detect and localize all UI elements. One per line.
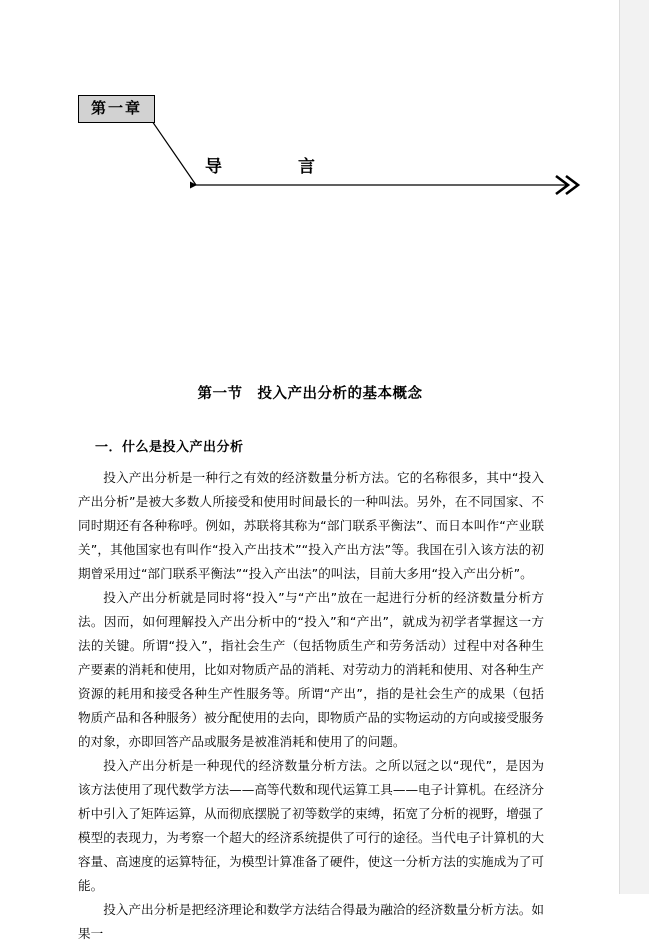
- subsection-title: 一．什么是投入产出分析: [95, 440, 244, 455]
- chapter-number-tag: 第一章: [78, 95, 155, 123]
- chapter-title: 导 言: [205, 157, 329, 177]
- paragraph: 投入产出分析是一种现代的经济数量分析方法。之所以冠之以“现代”，是因为该方法使用了现代数学方法——高等代数和现代运算工具——电子计算机。在经济分析中引入了矩阵运算，从而彻底摆脱了初等数学的束缚，拓宽了分析的视野，增强了模型的表现力，为考察一个超大的经济系统提供了可行的途径。当代电子计算机的大容量、高速度的运算特征，为模型计算准备了硬件，使这一分析方法的实施成为了可能。: [78, 758, 544, 893]
- section-title: 第一节 投入产出分析的基本概念: [197, 386, 423, 402]
- chapter-header: [0, 95, 620, 205]
- paragraph: 投入产出分析是一种行之有效的经济数量分析方法。它的名称很多，其中“投入产出分析”是被大多数人所接受和使用时间最长的一种叫法。另外，在不同国家、不同时期还有各种称呼。例如，苏联将其称为“部门联系平衡法”、而日本叫作“产业联关”，其他国家也有叫作“投入产出技术”“投入产出方法”等。我国在引入该方法的初期曾采用过“部门联系平衡法”“投入产出法”的叫法，目前大多用“投入产出分析”。: [78, 470, 544, 581]
- body-text: [78, 466, 544, 946]
- paragraph: 投入产出分析是把经济理论和数学方法结合得最为融洽的经济数量分析方法。如果一: [78, 902, 544, 941]
- page-right-gutter: [619, 0, 649, 894]
- paragraph: 投入产出分析就是同时将“投入”与“产出”放在一起进行分析的经济数量分析方法。因而，如何理解投入产出分析中的“投入”和“产出”，就成为初学者掌握这一方法的关键。所谓“投入”，指社会生产（包括物质生产和劳务活动）过程中对各种生产要素的消耗和使用，比如对物质产品的消耗、对劳动力的消耗和使用、对各种生产资源的耗用和接受各种生产性服务等。所谓“产出”，指的是社会生产的成果（包括物质产品和各种服务）被分配使用的去向，即物质产品的实物运动的方向或接受服务的对象，亦即回答产品或服务是被准消耗和使用了的问题。: [78, 590, 544, 749]
